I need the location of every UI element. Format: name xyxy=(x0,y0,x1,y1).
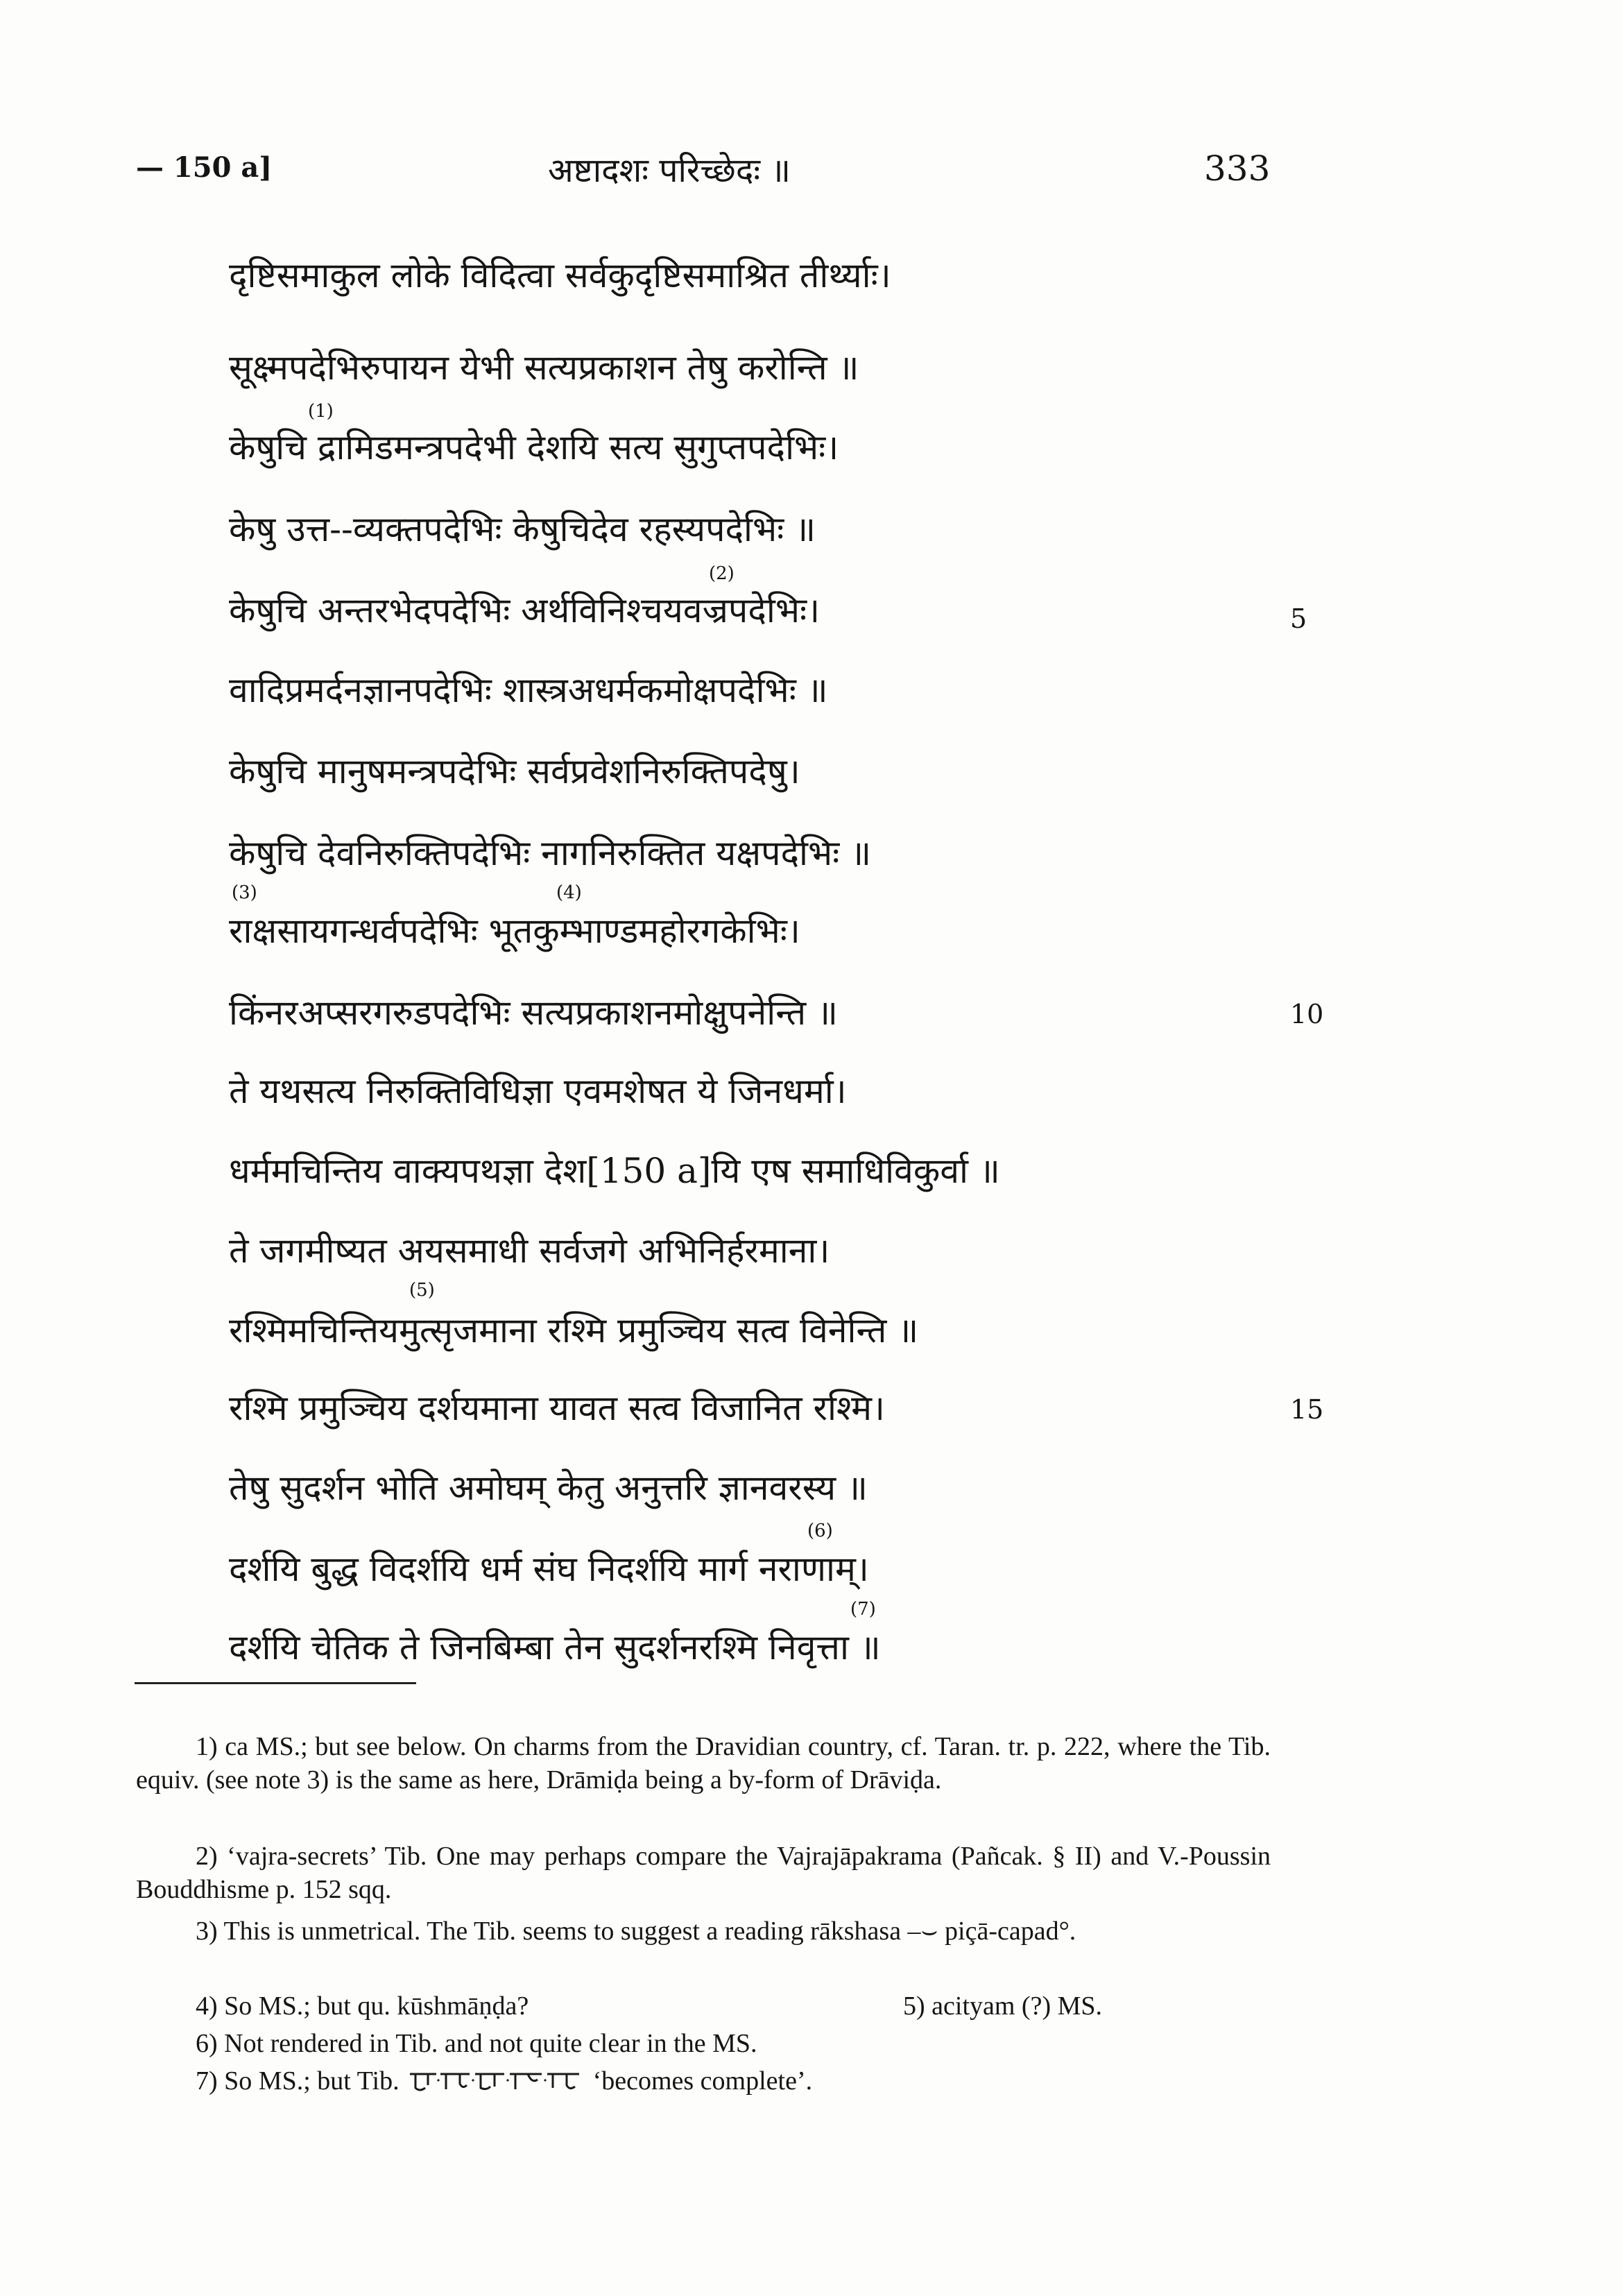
verse-line-13: ते जगमीष्यत अयसमाधी सर्वजगे अभिनिर्हरमाना। xyxy=(229,1231,830,1271)
footnote-2 xyxy=(136,1840,1271,1906)
line-number-10: 10 xyxy=(1290,999,1324,1029)
footnote-3 xyxy=(136,1914,1271,1948)
verse-line-10: किंनरअप्सरगरुडपदेभिः सत्यप्रकाशनमोक्षुपनेन्ति ॥ xyxy=(229,993,838,1033)
running-header xyxy=(0,148,1623,200)
verse-line-16: तेषु सुदर्शन भोति अमोघम् केतु अनुत्तरि ज्ञानवरस्य ॥ xyxy=(229,1468,868,1508)
verse-line-7: केषुचि मानुषमन्त्रपदेभिः सर्वप्रवेशनिरुक्तिपदेषु। xyxy=(229,751,800,791)
footnote-rule xyxy=(135,1682,416,1684)
footnote-4: 4) So MS.; but qu. kūshmāṇḍa? xyxy=(196,1991,529,2021)
verse-line-5: केषुचि अन्तरभेदपदेभिः अर्थविनिश्चयवज्रपदेभिः। xyxy=(229,590,821,631)
footnote-7 xyxy=(196,2064,812,2098)
page-number: 333 xyxy=(1204,148,1271,189)
verse-line-17: दर्शयि बुद्ध विदर्शयि धर्म संघ निदर्शयि मार्ग नराणाम्। xyxy=(229,1549,869,1589)
footnote-3-text: 3) This is unmetrical. The Tib. seems to suggest a reading rākshasa –⌣ piçā-capad°. xyxy=(196,1917,1076,1946)
verse-line-6: वादिप्रमर्दनज्ञानपदेभिः शास्त्रअधर्मकमोक्षपदेभिः ॥ xyxy=(229,670,828,710)
footnote-1-text: 1) ca MS.; but see below. On charms from the Dravidian country, cf. Taran. tr. p. 222, where the Tib. equiv. (see note 3) is the same as here, Drāmiḍa being a by-form of Drāviḍa. xyxy=(136,1732,1271,1794)
footnote-7-text: 7) So MS.; but Tib. xyxy=(196,2066,400,2096)
verse-line-2: सूक्ष्मपदेभिरुपायन येभी सत्यप्रकाशन तेषु करोन्ति ॥ xyxy=(229,348,859,388)
note-marker-1: (1) xyxy=(308,401,334,422)
verse-line-11: ते यथसत्य निरुक्तिविधिज्ञा एवमशेषत ये जिनधर्मा। xyxy=(229,1071,847,1111)
footnote-5: 5) acityam (?) MS. xyxy=(903,1991,1103,2021)
footnote-1 xyxy=(136,1730,1271,1797)
note-marker-4: (4) xyxy=(556,882,582,903)
verse-line-12: धर्ममचिन्तिय वाक्यपथज्ञा देश[150 a]यि एष समाधिविकुर्वा ॥ xyxy=(229,1151,1000,1191)
footnote-2-text: 2) ‘vajra-secrets’ Tib. One may perhaps compare the Vajrajāpakrama (Pañcak. § II) and V.-Poussin Bouddhisme p. 152 sqq. xyxy=(136,1842,1271,1904)
note-marker-5: (5) xyxy=(409,1280,435,1301)
header-folio-ref: — 150 a] xyxy=(136,151,273,184)
verse-line-15: रश्मि प्रमुञ्चिय दर्शयमाना यावत सत्व विजानित रश्मि। xyxy=(229,1388,886,1428)
note-marker-3: (3) xyxy=(232,882,257,903)
verse-line-1: दृष्टिसमाकुल लोके विदित्वा सर्वकुदृष्टिसमाश्रित तीर्थ्याः। xyxy=(229,255,891,295)
footnote-6: 6) Not rendered in Tib. and not quite clear in the MS. xyxy=(196,2029,757,2058)
verse-line-14: रश्मिमचिन्तियमुत्सृजमाना रश्मि प्रमुञ्चिय सत्व विनेन्ति ॥ xyxy=(229,1310,919,1351)
note-marker-2: (2) xyxy=(709,563,735,584)
note-marker-7: (7) xyxy=(850,1599,876,1620)
verse-line-8: केषुचि देवनिरुक्तिपदेभिः नागनिरुक्तित यक्षपदेभिः ॥ xyxy=(229,833,872,873)
footnote-7-gloss: ‘becomes complete’. xyxy=(592,2066,813,2096)
note-marker-6: (6) xyxy=(807,1520,833,1541)
verse-line-18: दर्शयि चेतिक ते जिनबिम्बा तेन सुदर्शनरश्मि निवृत्ता ॥ xyxy=(229,1627,881,1668)
line-number-15: 15 xyxy=(1290,1394,1324,1425)
verse-line-9: राक्षसायगन्धर्वपदेभिः भूतकुम्भाण्डमहोरगकेभिः। xyxy=(229,911,800,951)
tibetan-script-image xyxy=(406,2067,586,2093)
line-number-5: 5 xyxy=(1290,603,1307,634)
verse-line-3: केषुचि द्रामिडमन्त्रपदेभी देशयि सत्य सुगुप्तपदेभिः। xyxy=(229,427,839,468)
header-chapter-title: अष्टादशः परिच्छेदः ॥ xyxy=(548,151,791,190)
verse-line-4: केषु उत्त--व्यक्तपदेभिः केषुचिदेव रहस्यपदेभिः ॥ xyxy=(229,509,816,549)
